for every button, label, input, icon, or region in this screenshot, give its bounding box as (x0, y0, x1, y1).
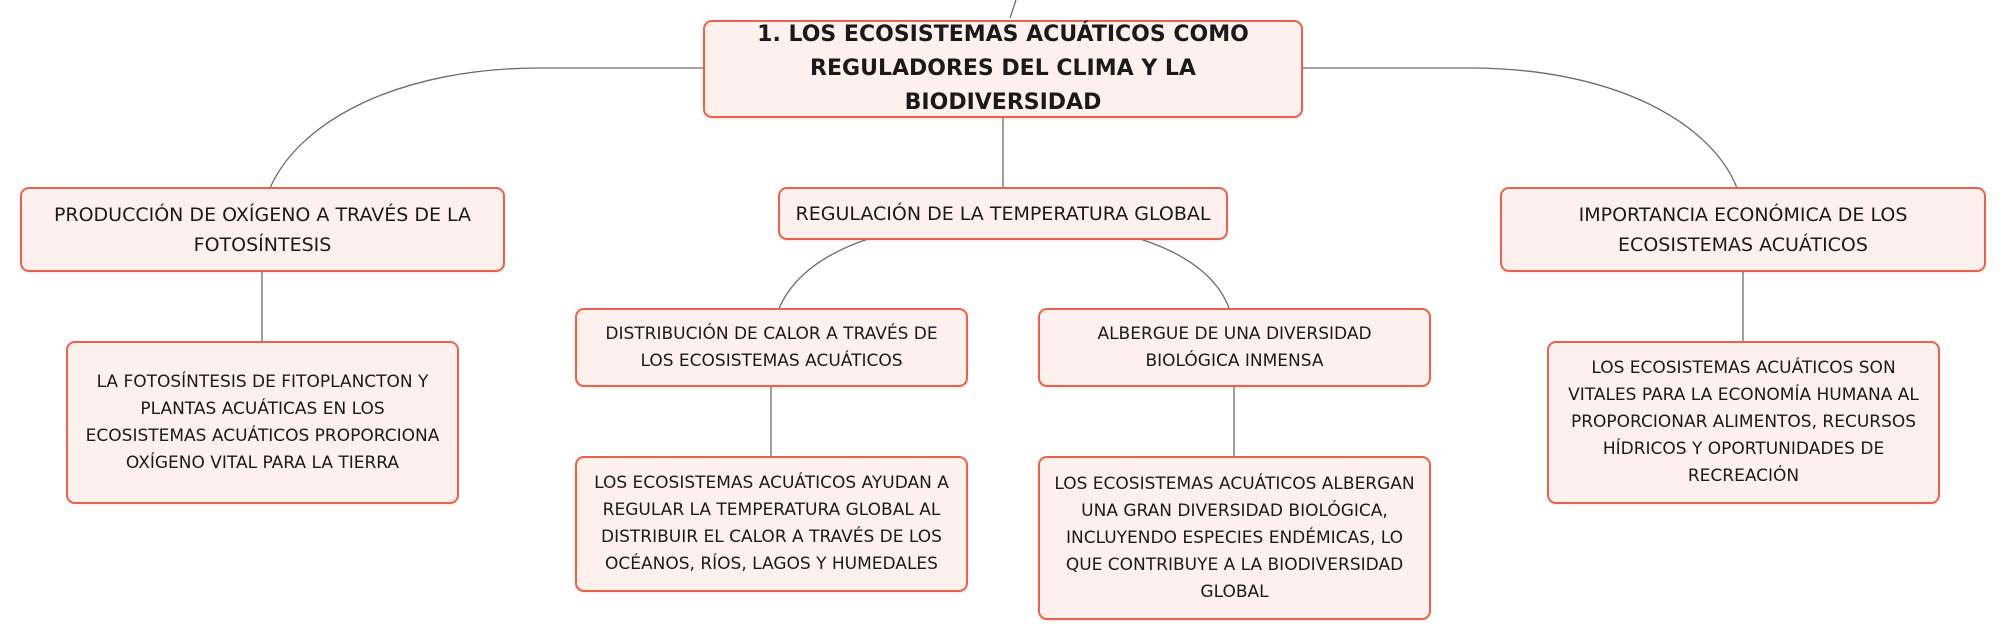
subtopic-heat-distribution-label: DISTRIBUCIÓN DE CALOR A TRAVÉS DE LOS ECOSISTEMAS ACUÁTICOS (605, 323, 938, 371)
topic-temperature-regulation[interactable] (778, 187, 1228, 240)
detail-biodiversity-shelter[interactable] (1038, 456, 1431, 620)
topic-economic-importance[interactable] (1500, 187, 1986, 272)
detail-economic-importance-text: LOS ECOSISTEMAS ACUÁTICOS SON VITALES PARA LA ECONOMÍA HUMANA AL PROPORCIONAR ALIMENTOS, RECURSOS HÍDRICOS Y OPORTUNIDADES DE RECREACIÓN (1568, 358, 1919, 486)
subtopic-biodiversity-shelter-label: ALBERGUE DE UNA DIVERSIDAD BIOLÓGICA INMENSA (1097, 323, 1372, 371)
detail-heat-distribution-text: LOS ECOSISTEMAS ACUÁTICOS AYUDAN A REGULAR LA TEMPERATURA GLOBAL AL DISTRIBUIR EL CALOR A TRAVÉS DE LOS OCÉANOS, RÍOS, LAGOS Y HUMEDALES (594, 473, 949, 574)
connector-root-to-oxygen (270, 68, 703, 188)
topic-economic-importance-label: IMPORTANCIA ECONÓMICA DE LOS ECOSISTEMAS ACUÁTICOS (1578, 203, 1908, 256)
connector-temperature-to-heat (778, 239, 868, 311)
subtopic-biodiversity-shelter[interactable] (1038, 308, 1431, 387)
connector-temperature-to-biodiversity (1140, 239, 1230, 311)
connector-root-to-economy (1302, 68, 1737, 188)
connector-parent-link (1010, 0, 1016, 18)
root-node-label: 1. LOS ECOSISTEMAS ACUÁTICOS COMO REGULADORES DEL CLIMA Y LA BIODIVERSIDAD (757, 22, 1249, 115)
detail-oxygen-production-text: LA FOTOSÍNTESIS DE FITOPLANCTON Y PLANTAS ACUÁTICAS EN LOS ECOSISTEMAS ACUÁTICOS PROPORCIONA OXÍGENO VITAL PARA LA TIERRA (85, 371, 440, 473)
subtopic-heat-distribution[interactable] (575, 308, 968, 387)
detail-heat-distribution[interactable] (575, 456, 968, 592)
root-node[interactable] (703, 20, 1303, 118)
topic-oxygen-production[interactable] (20, 187, 505, 272)
detail-oxygen-production[interactable] (66, 341, 459, 504)
topic-temperature-regulation-label: REGULACIÓN DE LA TEMPERATURA GLOBAL (795, 202, 1211, 225)
topic-oxygen-production-label: PRODUCCIÓN DE OXÍGENO A TRAVÉS DE LA FOTOSÍNTESIS (53, 203, 472, 256)
detail-economic-importance[interactable] (1547, 341, 1940, 504)
detail-biodiversity-shelter-text: LOS ECOSISTEMAS ACUÁTICOS ALBERGAN UNA GRAN DIVERSIDAD BIOLÓGICA, INCLUYENDO ESPECIES ENDÉMICAS, LO QUE CONTRIBUYE A LA BIODIVERSIDAD GLOBAL (1054, 473, 1415, 602)
